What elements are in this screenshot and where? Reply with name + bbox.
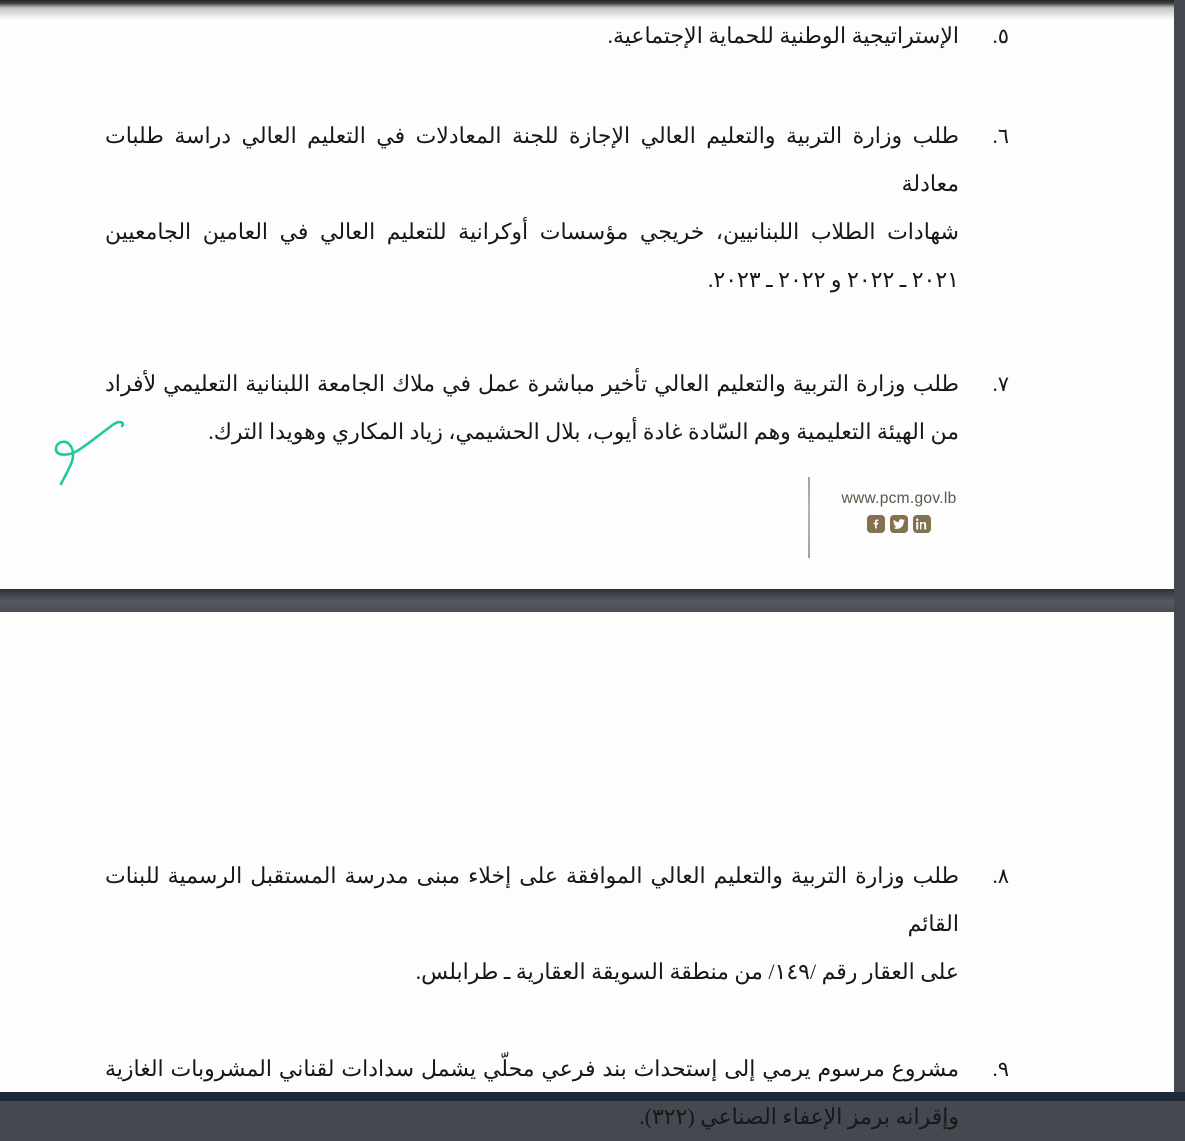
scanned-page-2 <box>0 612 1174 1129</box>
scan-top-shadow <box>0 0 1174 20</box>
footer-divider-line <box>808 477 810 558</box>
pcm-website-url: www.pcm.gov.lb <box>841 490 957 507</box>
facebook-icon <box>867 515 885 533</box>
item-number: ٧. <box>992 372 1009 396</box>
social-icons-row <box>826 515 972 533</box>
item-number: ٨. <box>992 864 1009 888</box>
page-footer <box>826 490 972 533</box>
item-text-line: على العقار رقم /١٤٩/ من منطقة السويقة العقارية ـ طرابلس. <box>415 959 959 984</box>
item-text-line: ٢٠٢١ ـ ٢٠٢٢ و ٢٠٢٢ ـ ٢٠٢٣. <box>707 267 959 292</box>
viewer-bottom-edge <box>0 1092 1185 1101</box>
handwritten-mark <box>48 410 132 498</box>
item-text-line: طلب وزارة التربية والتعليم العالي الموافقة على إخلاء مبنى مدرسة المستقبل الرسمية للبنات القائم <box>105 863 959 936</box>
item-text-line: طلب وزارة التربية والتعليم العالي تأخير مباشرة عمل في ملاك الجامعة اللبنانية التعليمي لأفراد <box>105 371 959 396</box>
item-text-line: طلب وزارة التربية والتعليم العالي الإجازة للجنة المعادلات في التعليم العالي دراسة طلبات معادلة <box>105 123 959 196</box>
agenda-item-8 <box>0 852 1174 996</box>
twitter-icon <box>890 515 908 533</box>
linkedin-icon <box>913 515 931 533</box>
item-text-line: من الهيئة التعليمية وهم السّادة غادة أيوب، بلال الحشيمي، زياد المكاري وهويدا الترك. <box>208 419 959 444</box>
item-text-line: الإستراتيجية الوطنية للحماية الإجتماعية. <box>607 23 959 48</box>
item-number: ٦. <box>992 124 1009 148</box>
agenda-item-7 <box>0 360 1174 456</box>
agenda-item-6 <box>0 112 1174 304</box>
page-separator <box>0 589 1174 612</box>
item-number: ٩. <box>992 1057 1009 1081</box>
item-text-line: مشروع مرسوم يرمي إلى إستحداث بند فرعي محلّي يشمل سدادات لقناني المشروبات الغازية <box>105 1056 959 1081</box>
item-number: ٥. <box>992 24 1009 48</box>
item-text-line: شهادات الطلاب اللبنانيين، خريجي مؤسسات أوكرانية للتعليم العالي في العامين الجامعيين <box>105 219 959 244</box>
item-text-line: وإقرانه برمز الإعفاء الصناعي (٣٢٢). <box>639 1104 959 1129</box>
